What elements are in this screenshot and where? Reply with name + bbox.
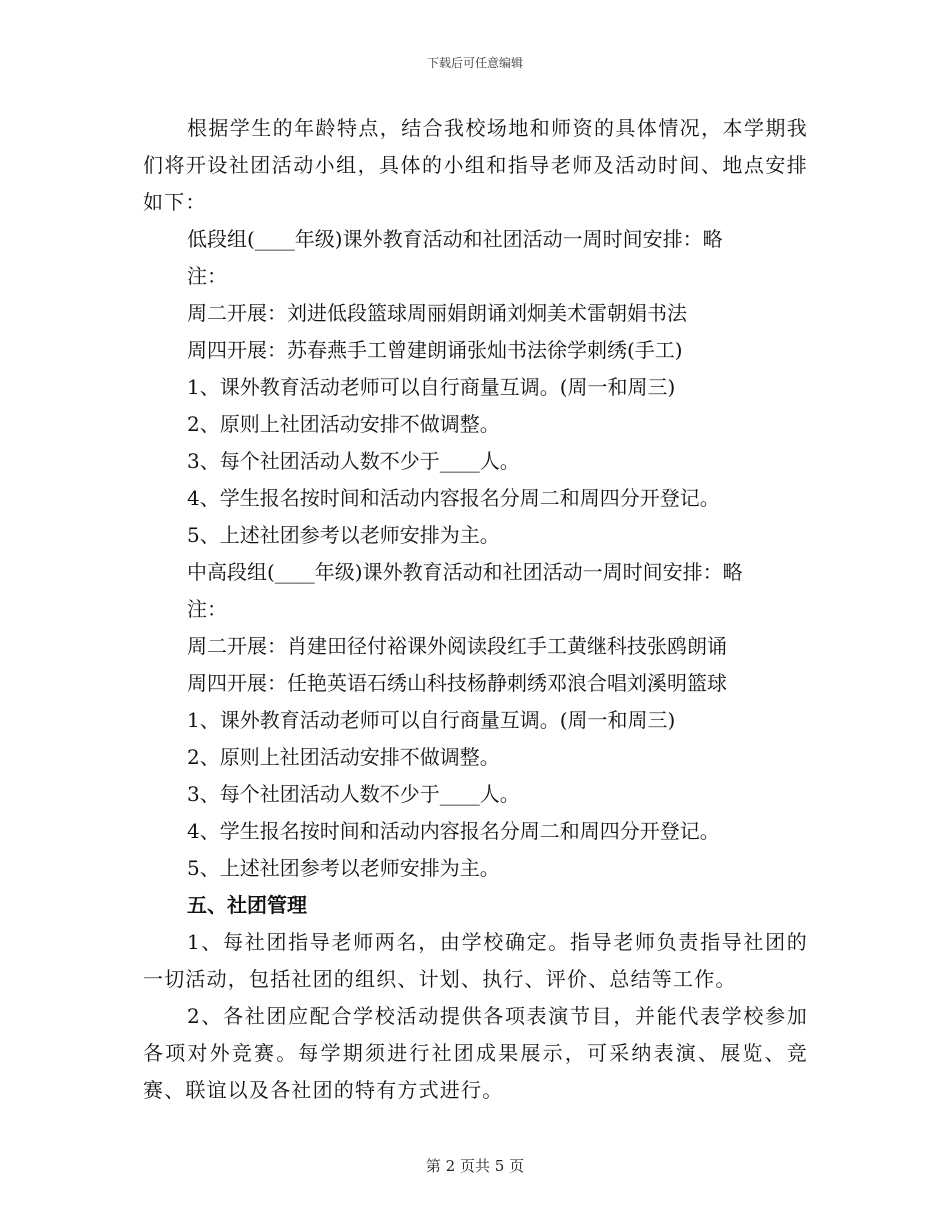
low-group-item: 1、课外教育活动老师可以自行商量互调。(周一和周三): [187, 375, 676, 399]
mid-high-group-item: 5、上述社团参考以老师安排为主。: [187, 856, 500, 880]
page-footer: 第 2 页共 5 页: [425, 1157, 525, 1175]
mid-high-group-item: 4、学生报名按时间和活动内容报名分周二和周四分开登记。: [187, 819, 720, 843]
low-group-note: 注：: [187, 264, 227, 288]
mid-high-group-item: 2、原则上社团活动安排不做调整。: [187, 745, 500, 769]
low-group-item: 3、每个社团活动人数不少于____人。: [187, 449, 520, 473]
low-group-item: 5、上述社团参考以老师安排为主。: [187, 523, 500, 547]
low-group-item: 4、学生报名按时间和活动内容报名分周二和周四分开登记。: [187, 486, 720, 510]
intro-paragraph: 根据学生的年龄特点，结合我校场地和师资的具体情况，本学期我们将开设社团活动小组，具体的小组和指导老师及活动时间、地点安排如下：: [143, 116, 808, 214]
mid-high-group-note: 注：: [187, 597, 227, 621]
page-header: 下载后可任意编辑: [426, 56, 523, 70]
low-group-thursday: 周四开展：苏春燕手工曾建朗诵张灿书法徐学刺绣(手工): [187, 338, 683, 362]
mid-high-group-thursday: 周四开展：任艳英语石绣山科技杨静刺绣邓浪合唱刘溪明篮球: [187, 671, 727, 695]
mid-high-group-item: 1、课外教育活动老师可以自行商量互调。(周一和周三): [187, 708, 676, 732]
mid-high-group-title: 中高段组(____年级)课外教育活动和社团活动一周时间安排：略: [187, 560, 743, 584]
page-content: [143, 110, 808, 1109]
section-paragraph: 1、每社团指导老师两名，由学校确定。指导老师负责指导社团的一切活动，包括社团的组织、计划、执行、评价、总结等工作。: [143, 930, 808, 991]
low-group-item: 2、原则上社团活动安排不做调整。: [187, 412, 500, 436]
mid-high-group-item: 3、每个社团活动人数不少于____人。: [187, 782, 520, 806]
mid-high-group-tuesday: 周二开展：肖建田径付裕课外阅读段红手工黄继科技张鸥朗诵: [187, 634, 727, 658]
section-heading: 五、社团管理: [187, 893, 307, 917]
low-group-title: 低段组(____年级)课外教育活动和社团活动一周时间安排：略: [187, 227, 723, 251]
low-group-tuesday: 周二开展：刘进低段篮球周丽娟朗诵刘炯美术雷朝娟书法: [187, 301, 687, 325]
section-paragraph: 2、各社团应配合学校活动提供各项表演节目，并能代表学校参加各项对外竞赛。每学期须进行社团成果展示，可采纳表演、展览、竞赛、联谊以及各社团的特有方式进行。: [143, 1004, 808, 1102]
